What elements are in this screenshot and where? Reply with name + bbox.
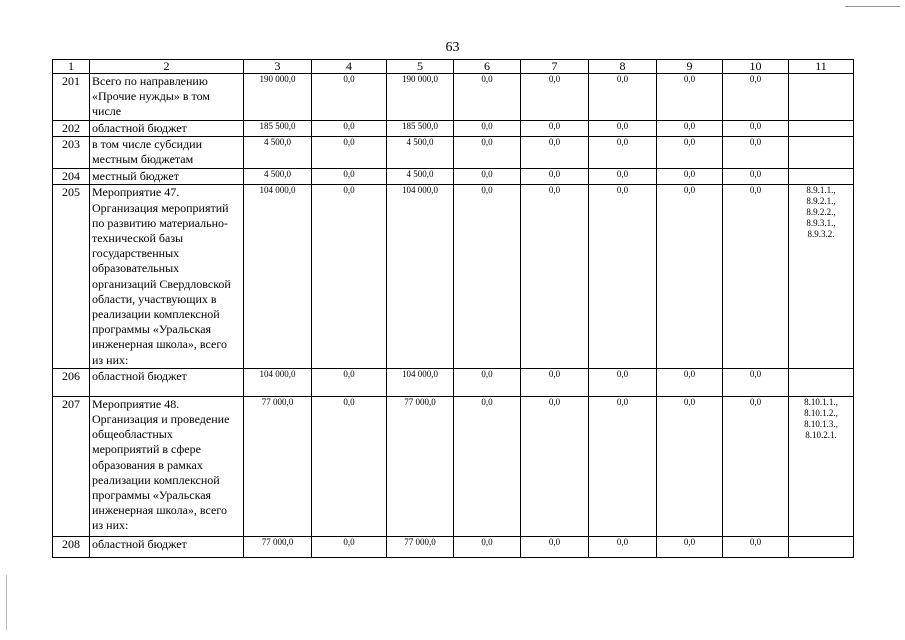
value-cell: 0,0 — [589, 121, 657, 137]
reference-cell — [789, 74, 854, 121]
table-row — [53, 185, 854, 368]
budget-table — [52, 59, 854, 558]
value-cell: 4 500,0 — [387, 169, 454, 185]
row-number: 202 — [53, 121, 90, 137]
value-cell: 0,0 — [657, 121, 723, 137]
row-number: 205 — [53, 185, 90, 368]
table-row — [53, 121, 854, 137]
value-cell: 0,0 — [657, 368, 723, 396]
table-row — [53, 536, 854, 557]
value-cell: 77 000,0 — [244, 396, 312, 536]
value-cell: 0,0 — [521, 396, 589, 536]
value-cell: 104 000,0 — [244, 185, 312, 368]
table-body — [53, 74, 854, 558]
value-cell: 0,0 — [454, 396, 521, 536]
value-cell: 4 500,0 — [244, 137, 312, 169]
value-cell: 0,0 — [312, 74, 387, 121]
row-name: Мероприятие 47. Организация мероприятий по развитию материально-технической базы государственных образовательных организаций Свердловской области, участвующих в реализации комплексной программы «Уральская инженерная школа», всего из них: — [90, 185, 244, 368]
value-cell: 190 000,0 — [244, 74, 312, 121]
value-cell: 0,0 — [657, 137, 723, 169]
row-number: 207 — [53, 396, 90, 536]
value-cell: 0,0 — [723, 74, 789, 121]
value-cell: 0,0 — [521, 169, 589, 185]
header-cell: 6 — [454, 60, 521, 74]
value-cell: 0,0 — [454, 137, 521, 169]
value-cell: 0,0 — [657, 536, 723, 557]
value-cell: 0,0 — [723, 169, 789, 185]
header-cell: 8 — [589, 60, 657, 74]
row-name: областной бюджет — [90, 536, 244, 557]
reference-cell — [789, 121, 854, 137]
table-row — [53, 169, 854, 185]
value-cell: 0,0 — [454, 169, 521, 185]
value-cell: 0,0 — [589, 137, 657, 169]
row-name: Всего по направлению «Прочие нужды» в том числе — [90, 74, 244, 121]
header-cell: 3 — [244, 60, 312, 74]
value-cell: 0,0 — [312, 121, 387, 137]
value-cell: 0,0 — [521, 368, 589, 396]
value-cell: 0,0 — [312, 396, 387, 536]
row-number: 208 — [53, 536, 90, 557]
row-number: 203 — [53, 137, 90, 169]
header-cell: 11 — [789, 60, 854, 74]
value-cell: 0,0 — [589, 368, 657, 396]
value-cell: 0,0 — [657, 74, 723, 121]
table-row — [53, 396, 854, 536]
value-cell: 0,0 — [521, 121, 589, 137]
value-cell: 0,0 — [454, 74, 521, 121]
value-cell: 0,0 — [657, 185, 723, 368]
table-row — [53, 137, 854, 169]
value-cell: 0,0 — [312, 536, 387, 557]
value-cell: 0,0 — [312, 169, 387, 185]
value-cell: 0,0 — [521, 74, 589, 121]
reference-cell: 8.9.1.1., 8.9.2.1., 8.9.2.2., 8.9.3.1., 8.9.3.2. — [789, 185, 854, 368]
row-number: 206 — [53, 368, 90, 396]
value-cell: 185 500,0 — [244, 121, 312, 137]
value-cell: 0,0 — [723, 137, 789, 169]
value-cell: 0,0 — [723, 396, 789, 536]
header-cell: 9 — [657, 60, 723, 74]
value-cell: 0,0 — [589, 185, 657, 368]
table-header — [53, 60, 854, 74]
row-name: областной бюджет — [90, 121, 244, 137]
value-cell: 0,0 — [723, 368, 789, 396]
header-cell: 10 — [723, 60, 789, 74]
value-cell: 77 000,0 — [387, 396, 454, 536]
value-cell: 0,0 — [454, 121, 521, 137]
value-cell: 0,0 — [723, 121, 789, 137]
value-cell: 104 000,0 — [244, 368, 312, 396]
page-number: 63 — [445, 40, 460, 55]
value-cell: 0,0 — [454, 185, 521, 368]
value-cell: 0,0 — [312, 185, 387, 368]
value-cell: 0,0 — [454, 536, 521, 557]
value-cell: 0,0 — [589, 396, 657, 536]
value-cell: 0,0 — [589, 74, 657, 121]
table-row — [53, 74, 854, 121]
table-row — [53, 368, 854, 396]
value-cell: 77 000,0 — [387, 536, 454, 557]
header-cell: 7 — [521, 60, 589, 74]
row-number: 204 — [53, 169, 90, 185]
header-cell: 5 — [387, 60, 454, 74]
row-name: Мероприятие 48. Организация и проведение общеобластных мероприятий в сфере образования в рамках реализации комплексной программы «Уральская инженерная школа», всего из них: — [90, 396, 244, 536]
reference-cell — [789, 169, 854, 185]
value-cell: 0,0 — [312, 137, 387, 169]
row-number: 201 — [53, 74, 90, 121]
top-rule — [845, 6, 900, 7]
value-cell: 0,0 — [589, 536, 657, 557]
reference-cell — [789, 368, 854, 396]
value-cell: 0,0 — [723, 185, 789, 368]
row-name: в том числе субсидии местным бюджетам — [90, 137, 244, 169]
value-cell: 190 000,0 — [387, 74, 454, 121]
reference-cell — [789, 536, 854, 557]
value-cell: 0,0 — [521, 137, 589, 169]
header-cell: 1 — [53, 60, 90, 74]
header-cell: 2 — [90, 60, 244, 74]
value-cell: 4 500,0 — [244, 169, 312, 185]
value-cell: 185 500,0 — [387, 121, 454, 137]
value-cell: 104 000,0 — [387, 368, 454, 396]
value-cell: 0,0 — [521, 536, 589, 557]
row-name: областной бюджет — [90, 368, 244, 396]
header-cell: 4 — [312, 60, 387, 74]
value-cell: 104 000,0 — [387, 185, 454, 368]
value-cell: 0,0 — [521, 185, 589, 368]
row-name: местный бюджет — [90, 169, 244, 185]
value-cell: 0,0 — [723, 536, 789, 557]
value-cell: 0,0 — [657, 396, 723, 536]
value-cell: 0,0 — [657, 169, 723, 185]
value-cell: 0,0 — [454, 368, 521, 396]
scan-margin-mark — [6, 575, 7, 630]
header-row — [53, 60, 854, 74]
reference-cell — [789, 137, 854, 169]
reference-cell: 8.10.1.1., 8.10.1.2., 8.10.1.3., 8.10.2.1. — [789, 396, 854, 536]
value-cell: 77 000,0 — [244, 536, 312, 557]
value-cell: 4 500,0 — [387, 137, 454, 169]
value-cell: 0,0 — [589, 169, 657, 185]
value-cell: 0,0 — [312, 368, 387, 396]
